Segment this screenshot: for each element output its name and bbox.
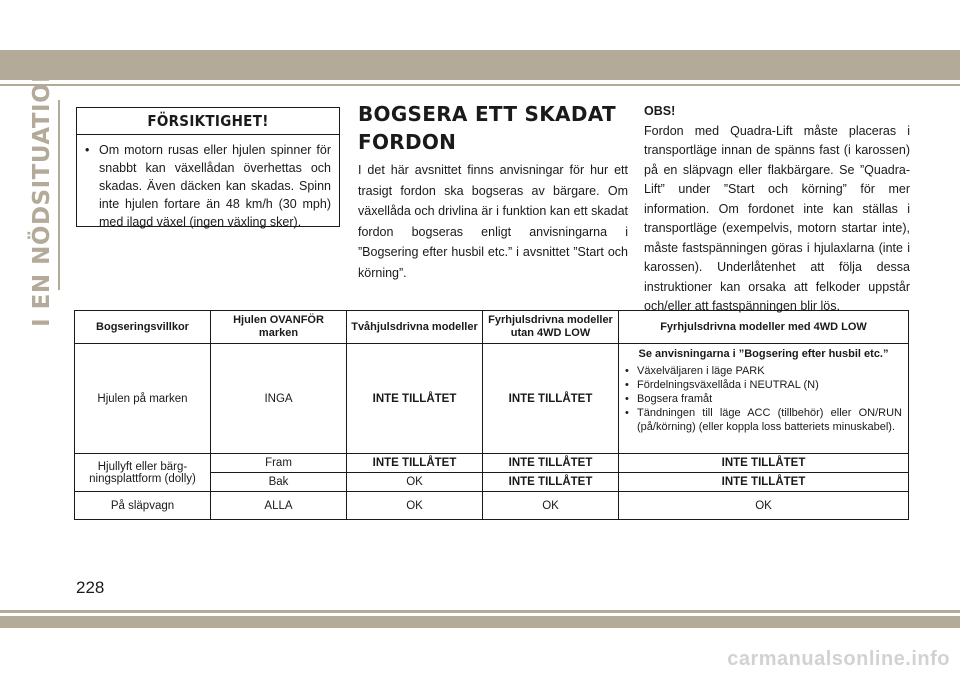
bottom-decorative-line bbox=[0, 610, 960, 613]
cell-two-wd: OK bbox=[347, 473, 483, 492]
section-intro: I det här avsnittet finns anvisningar för hur ett trasigt fordon ska bogseras av bärgare. Om växellåda och drivlina är i funktion kan ett skadat fordon bogseras enligt anvisningarna i ”Bogsering efter husbil etc.” i avsnittet ”Start och körning”. bbox=[358, 163, 628, 280]
header-condition: Bogseringsvillkor bbox=[75, 311, 211, 344]
caution-item bbox=[77, 135, 339, 231]
cell-condition: Hjulen på marken bbox=[75, 344, 211, 454]
top-decorative-band bbox=[0, 50, 960, 80]
header-four-wd-no-low: Fyrhjulsdrivna modeller utan 4WD LOW bbox=[483, 311, 619, 344]
towing-conditions-table bbox=[74, 310, 909, 520]
top-decorative-line bbox=[0, 84, 960, 86]
cell-wheels-up: ALLA bbox=[211, 492, 347, 520]
bottom-decorative-band bbox=[0, 616, 960, 628]
caution-box bbox=[76, 107, 340, 227]
cell-two-wd: INTE TILLÅTET bbox=[347, 344, 483, 454]
four-wd-low-instructions bbox=[625, 364, 902, 434]
cell-two-wd: OK bbox=[347, 492, 483, 520]
cell-four-wd-low: OK bbox=[619, 492, 909, 520]
watermark: carmanualsonline.info bbox=[727, 648, 950, 670]
table-row bbox=[75, 454, 909, 473]
cell-wheels-up: INGA bbox=[211, 344, 347, 454]
cell-four-wd-no-low: INTE TILLÅTET bbox=[483, 344, 619, 454]
note-text: Fordon med Quadra-Lift måste placeras i transportläge innan de spänns fast (i karossen) på en släpvagn eller flakbärgare. Se ”Quadra-Lift” under ”Start och körning” för mer information. Om fordonet inte kan ställas i transportläge (exempelvis, motorn startar inte), måste fastspänningen göras i hjulaxlarna (inte i karossen). Underlåtenhet att följa dessa instruktioner kan orsaka att felkoder uppstår och/eller att fastspänningen blir lös. bbox=[644, 123, 910, 313]
list-item: • Fördelningsväxellåda i NEUTRAL (N) bbox=[625, 379, 819, 391]
page-number: 228 bbox=[76, 578, 105, 597]
header-four-wd-low: Fyrhjulsdrivna modeller med 4WD LOW bbox=[619, 311, 909, 344]
four-wd-low-instructions-title: Se anvisningarna i ”Bogsering efter husbil etc.” bbox=[638, 348, 889, 360]
cell-four-wd-no-low: OK bbox=[483, 492, 619, 520]
cell-wheels-up: Bak bbox=[211, 473, 347, 492]
list-item: • Bogsera framåt bbox=[625, 393, 713, 405]
cell-four-wd-low: INTE TILLÅTET bbox=[619, 473, 909, 492]
header-two-wd: Tvåhjulsdrivna modeller bbox=[347, 311, 483, 344]
list-item: • Växelväljaren i läge PARK bbox=[625, 365, 765, 377]
caution-title: FÖRSIKTIGHET! bbox=[77, 108, 339, 135]
section-side-tab-label: I EN NÖDSITUATION bbox=[29, 63, 55, 327]
cell-four-wd-no-low: INTE TILLÅTET bbox=[483, 454, 619, 473]
cell-four-wd-low: INTE TILLÅTET bbox=[619, 454, 909, 473]
note-label: OBS! bbox=[644, 104, 676, 118]
cell-two-wd: INTE TILLÅTET bbox=[347, 454, 483, 473]
section-side-tab bbox=[22, 63, 62, 327]
list-item: • Tändningen till läge ACC (tillbehör) eller ON/RUN (på/körning) (eller koppla loss batteriets minuskabel). bbox=[625, 407, 902, 433]
side-tab-rule bbox=[58, 100, 60, 290]
note-block bbox=[644, 102, 910, 317]
table-header-row bbox=[75, 311, 909, 344]
cell-four-wd-low bbox=[619, 344, 909, 454]
cell-four-wd-no-low: INTE TILLÅTET bbox=[483, 473, 619, 492]
caution-text: Om motorn rusas eller hjulen spinner för snabbt kan växellådan överhettas och skadas. Även däcken kan skadas. Spinn inte hjulen fortare än 48 km/h (30 mph) med ilagd växel (ingen växling sker). bbox=[99, 143, 331, 229]
cell-condition: På släpvagn bbox=[75, 492, 211, 520]
header-wheels-up: Hjulen OVANFÖR marken bbox=[211, 311, 347, 344]
table-row bbox=[75, 492, 909, 520]
section-heading: BOGSERA ETT SKADAT FORDON bbox=[358, 102, 616, 154]
table-row bbox=[75, 344, 909, 454]
bullet: • bbox=[85, 143, 90, 157]
cell-condition: Hjullyft eller bärg-ningsplattform (dolly) bbox=[75, 454, 211, 492]
cell-wheels-up: Fram bbox=[211, 454, 347, 473]
